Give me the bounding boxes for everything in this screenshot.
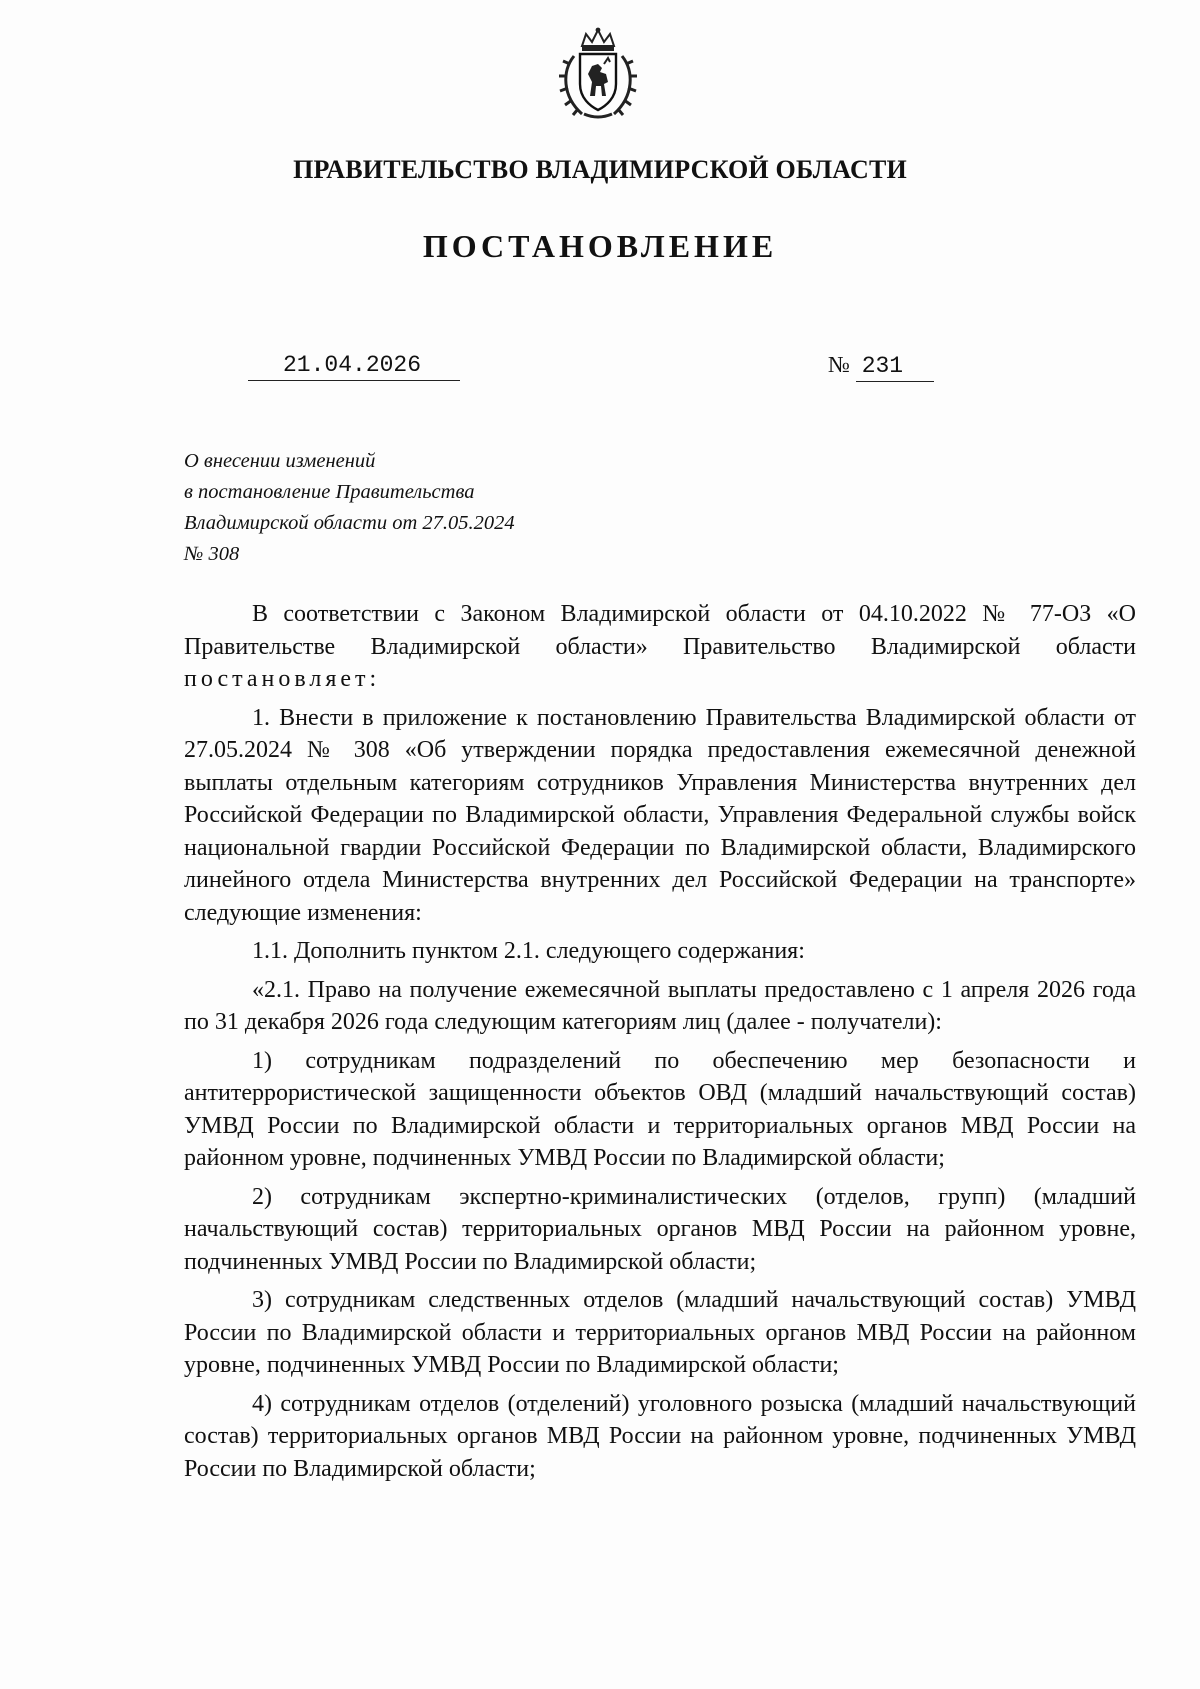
subject-line: О внесении изменений — [184, 450, 376, 472]
document-number: 231 — [856, 353, 934, 382]
body-paragraph: 1) сотрудникам подразделений по обеспечению мер безопасности и антитеррористической защищенности объектов ОВД (младший начальствующий состав) УМВД России по Владимирской области и территориальных органов МВД России на районном уровне, подчиненных УМВД России по Владимирской области; — [184, 1047, 1136, 1171]
body-paragraph: 4) сотрудникам отделов (отделений) уголовного розыска (младший начальствующий состав) территориальных органов МВД России на районном уровне, подчиненных УМВД России по Владимирской области; — [184, 1390, 1136, 1482]
subject-line: № 308 — [184, 543, 240, 565]
body-paragraph: «2.1. Право на получение ежемесячной выплаты предоставлено с 1 апреля 2026 года по 31 декабря 2026 года следующим категориям лиц (далее - получатели): — [184, 976, 1136, 1035]
number-sign: № — [828, 352, 850, 377]
subject-line: Владимирской области от 27.05.2024 — [184, 512, 515, 534]
document-type-title: ПОСТАНОВЛЕНИЕ — [422, 228, 778, 264]
body-paragraph: 1.1. Дополнить пунктом 2.1. следующего содержания: — [252, 938, 805, 964]
body-paragraph: 3) сотрудникам следственных отделов (младший начальствующий состав) УМВД России по Владимирской области и территориальных органов МВД России на районном уровне, подчиненных УМВД России по Владимирской области; — [184, 1287, 1136, 1378]
decree-word: постановляет: — [184, 666, 381, 692]
preamble-paragraph — [184, 598, 1136, 696]
document-number-block — [828, 352, 934, 382]
document-body — [184, 598, 1136, 1491]
document-date: 21.04.2026 — [248, 352, 460, 381]
body-paragraph: 1. Внести в приложение к постановлению Правительства Владимирской области от 27.05.2024 № 308 «Об утверждении порядка предоставления ежемесячной денежной выплаты отдельным категориям сотрудников Управления Министерства внутренних дел Российской Федерации по Владимирской области, Управления Федеральной службы войск национальной гвардии Российской Федерации по Владимирской области, Владимирского линейного отдела Министерства внутренних дел Российской Федерации на транспорте» следующие изменения: — [184, 704, 1136, 926]
body-paragraph: 2) сотрудникам экспертно-криминалистических (отделов, групп) (младший начальствующий состав) территориальных органов МВД России на районном уровне, подчиненных УМВД России по Владимирской области; — [184, 1183, 1136, 1275]
subject-line: в постановление Правительства — [184, 481, 475, 503]
coat-of-arms-icon — [552, 26, 644, 122]
preamble-text: В соответствии с Законом Владимирской области от 04.10.2022 № 77-ОЗ «О Правительстве Владимирской области» Правительство Владимирской области — [184, 601, 1136, 660]
document-subject — [184, 446, 515, 570]
organization-title: ПРАВИТЕЛЬСТВО ВЛАДИМИРСКОЙ ОБЛАСТИ — [293, 155, 907, 184]
